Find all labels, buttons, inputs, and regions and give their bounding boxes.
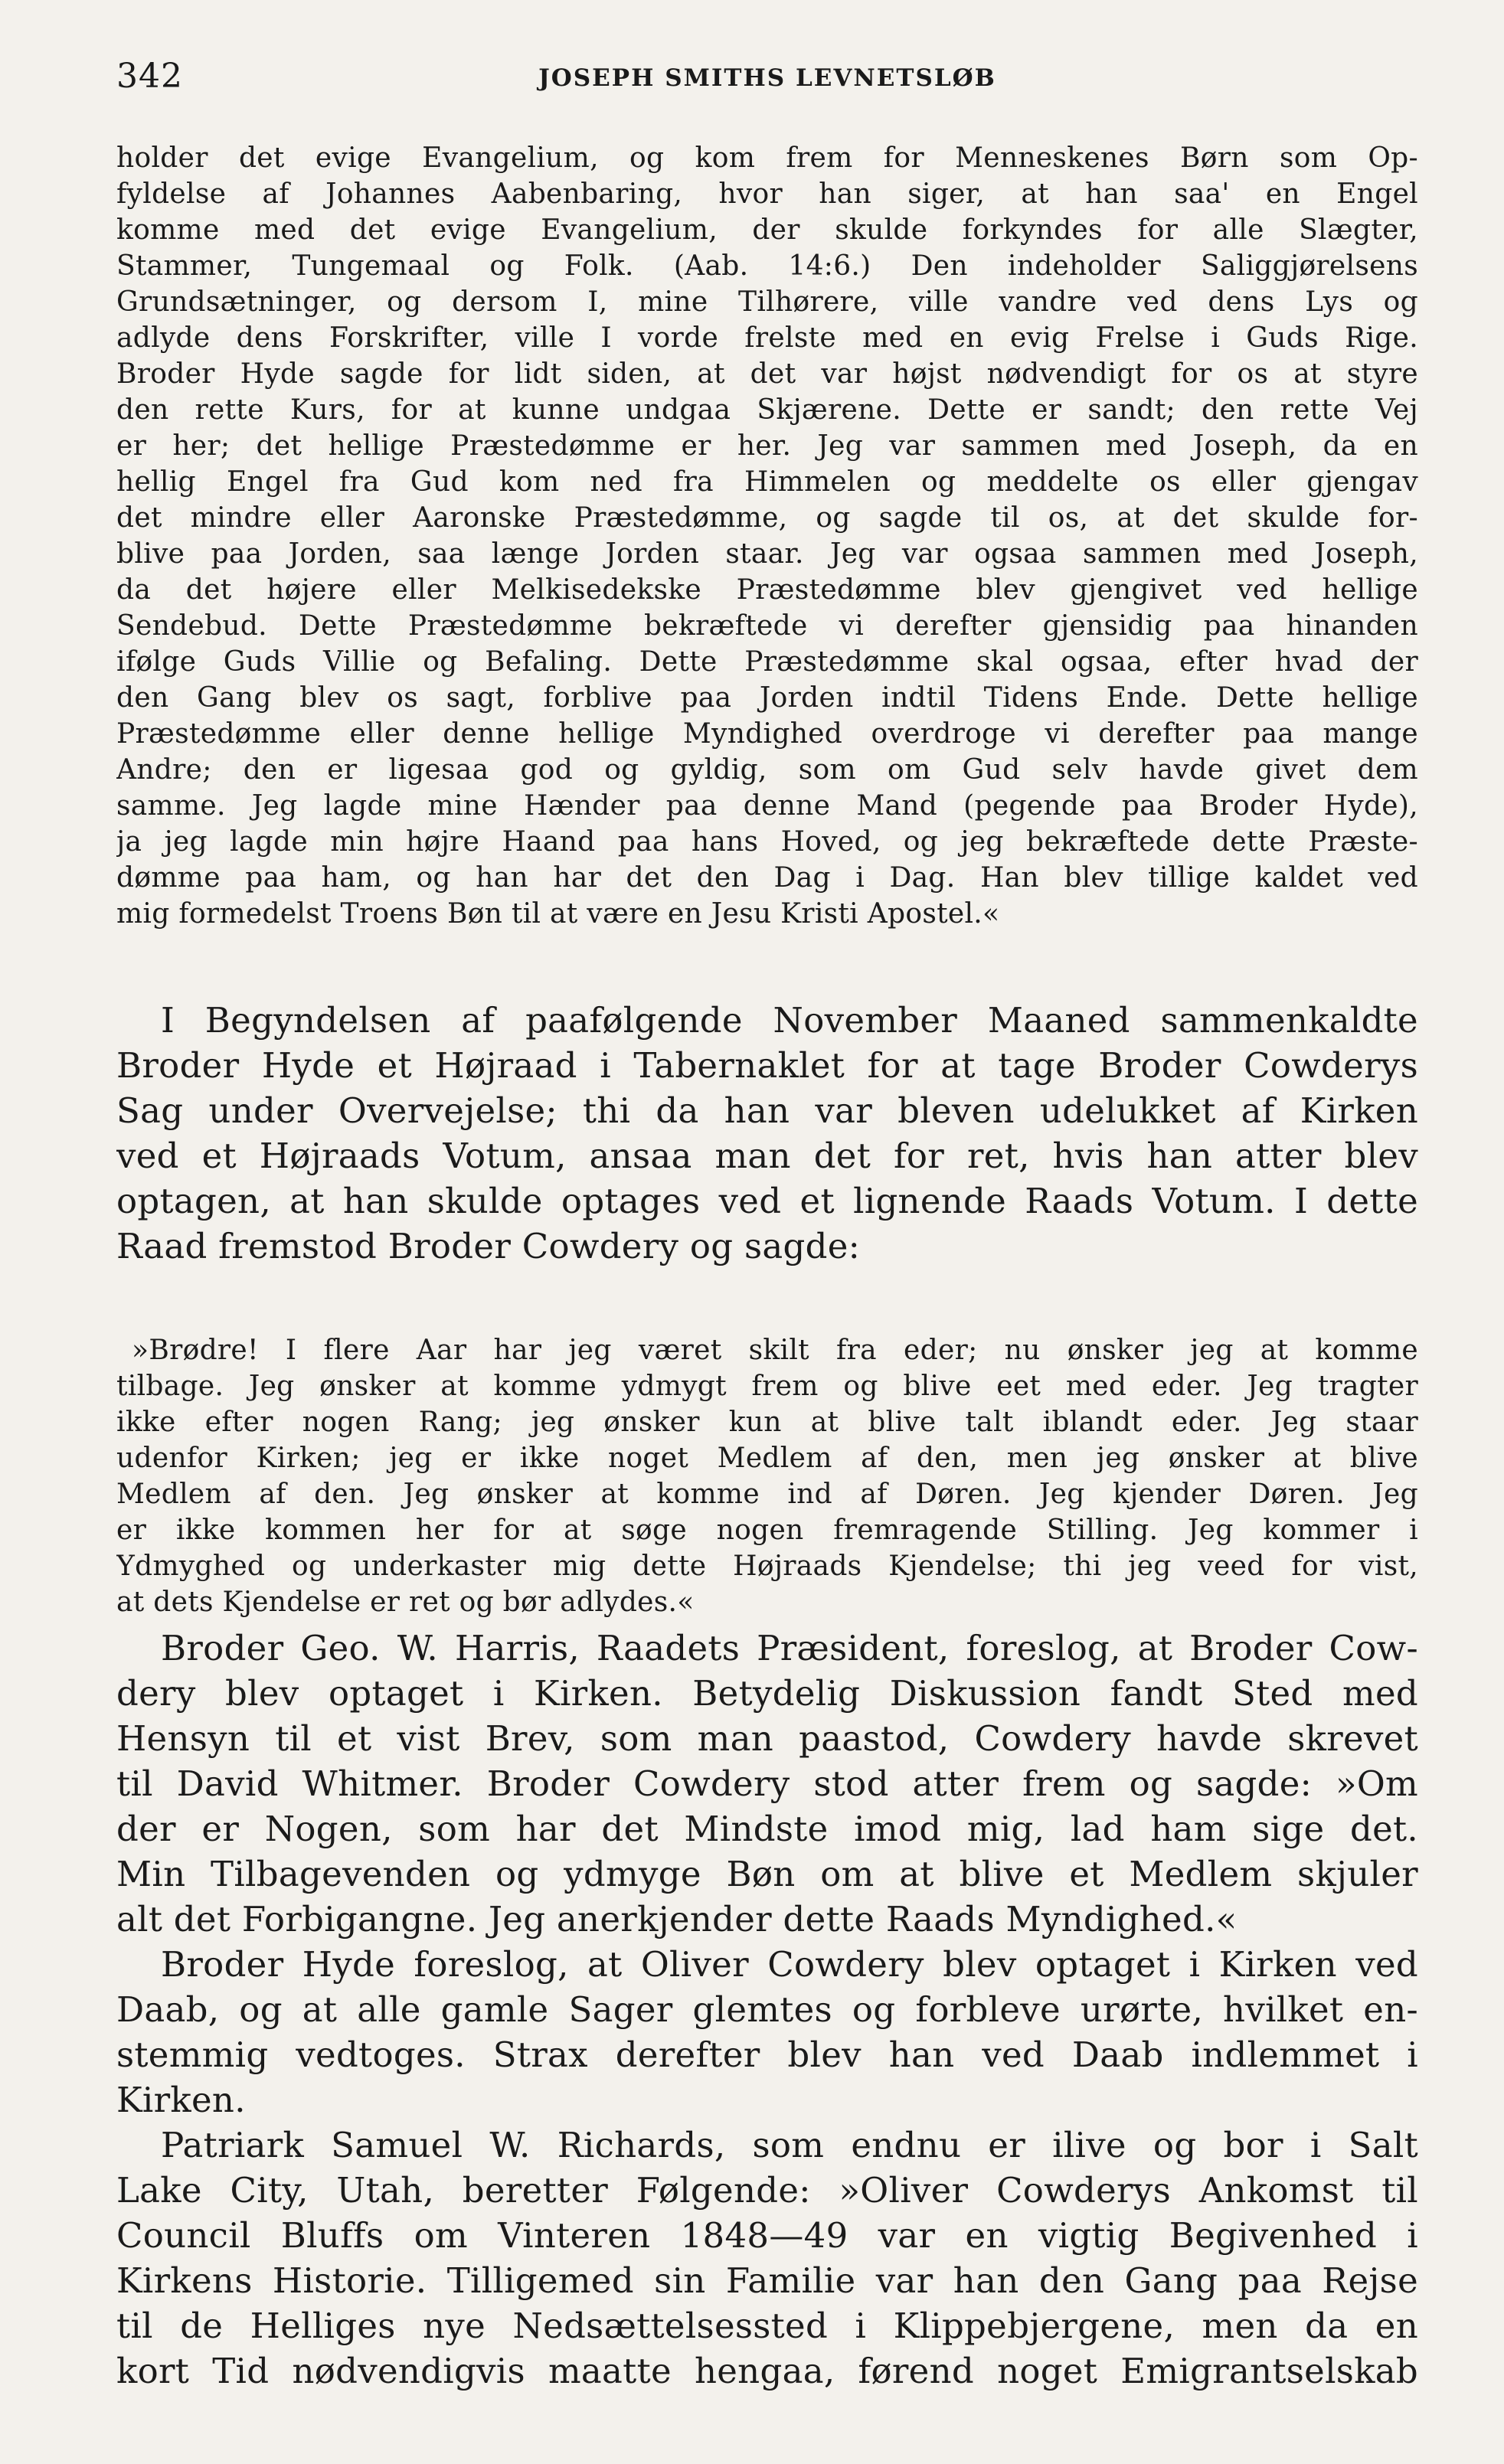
text-line: alt det Forbigangne. Jeg anerkjender dette Raads Myndighed.« [116, 1899, 1238, 1940]
text-line: den rette Kurs, for at kunne undgaa Skjærene. Dette er sandt; den rette Vej [116, 394, 1418, 426]
text-line: dery blev optaget i Kirken. Betydelig Diskussion fandt Sted med [116, 1673, 1418, 1714]
paragraph-speech-continued [116, 140, 1418, 932]
text-line: ifølge Guds Villie og Befaling. Dette Præstedømme skal ogsaa, efter hvad der [116, 646, 1418, 678]
text-line: det mindre eller Aaronske Præstedømme, og sagde til os, at det skulde for- [116, 502, 1418, 534]
text-line: Stammer, Tungemaal og Folk. (Aab. 14:6.) Den indeholder Saliggjørelsens [116, 250, 1418, 282]
running-title: JOSEPH SMITHS LEVNETSLØB [538, 64, 996, 92]
text-line: Patriark Samuel W. Richards, som endnu er ilive og bor i Salt [161, 2125, 1418, 2165]
text-line: Council Bluffs om Vinteren 1848—49 var en vigtig Begivenhed i [116, 2215, 1418, 2256]
text-line: Broder Hyde foreslog, at Oliver Cowdery blev optaget i Kirken ved [161, 1944, 1418, 1985]
book-page [116, 54, 1418, 2391]
text-line: Sag under Overvejelse; thi da han var bleven udelukket af Kirken [116, 1090, 1418, 1131]
text-line: Raad fremstod Broder Cowdery og sagde: [116, 1226, 861, 1266]
text-line: »Brødre! I flere Aar har jeg været skilt fra eder; nu ønsker jeg at komme [132, 1335, 1418, 1366]
text-line: stemmig vedtoges. Strax derefter blev han ved Daab indlemmet i [116, 2034, 1418, 2075]
text-line: kort Tid nødvendigvis maatte hengaa, førend noget Emigrantselskab [116, 2351, 1418, 2391]
text-line: ved et Højraads Votum, ansaa man det for ret, hvis han atter blev [116, 1136, 1418, 1176]
paragraph-hyde-baptism [116, 1942, 1418, 2123]
paragraph-high-council [116, 998, 1418, 1269]
page-header [116, 54, 1418, 107]
text-line: til de Helliges nye Nedsættelsessted i Klippebjergene, men da en [116, 2306, 1418, 2346]
text-line: Min Tilbagevenden og ydmyge Bøn om at blive et Medlem skjuler [116, 1854, 1418, 1894]
text-line: Andre; den er ligesaa god og gyldig, som om Gud selv havde givet dem [116, 754, 1418, 786]
text-line: Sendebud. Dette Præstedømme bekræftede vi derefter gjensidig paa hinanden [116, 610, 1418, 642]
text-line: da det højere eller Melkisedekske Præstedømme blev gjengivet ved hellige [116, 574, 1418, 606]
text-line: Kirkens Historie. Tilligemed sin Familie var han den Gang paa Rejse [116, 2260, 1418, 2301]
text-line: hellig Engel fra Gud kom ned fra Himmelen og meddelte os eller gjengav [116, 466, 1418, 498]
text-line: tilbage. Jeg ønsker at komme ydmygt frem og blive eet med eder. Jeg tragter [116, 1371, 1418, 1402]
text-line: Broder Hyde et Højraad i Tabernaklet for at tage Broder Cowderys [116, 1045, 1418, 1086]
paragraph-cowdery-plea [116, 1332, 1418, 1620]
text-line: ja jeg lagde min højre Haand paa hans Hoved, og jeg bekræftede dette Præste- [116, 826, 1418, 858]
text-line: der er Nogen, som har det Mindste imod mig, lad ham sige det. [116, 1809, 1418, 1849]
paragraph-harris-proposal [116, 1626, 1418, 1942]
text-line: til David Whitmer. Broder Cowdery stod atter frem og sagde: »Om [116, 1763, 1418, 1804]
text-line: den Gang blev os sagt, forblive paa Jorden indtil Tidens Ende. Dette hellige [116, 682, 1418, 714]
text-line: Daab, og at alle gamle Sager glemtes og forbleve urørte, hvilket en- [116, 1989, 1418, 2030]
text-line: Hensyn til et vist Brev, som man paastod, Cowdery havde skrevet [116, 1718, 1418, 1759]
text-line: at dets Kjendelse er ret og bør adlydes.« [116, 1587, 695, 1618]
text-line: adlyde dens Forskrifter, ville I vorde frelste med en evig Frelse i Guds Rige. [116, 322, 1418, 354]
text-line: dømme paa ham, og han har det den Dag i Dag. Han blev tillige kaldet ved [116, 862, 1418, 894]
text-line: I Begyndelsen af paafølgende November Maaned sammenkaldte [161, 1000, 1418, 1041]
text-line: ikke efter nogen Rang; jeg ønsker kun at blive talt iblandt eder. Jeg staar [116, 1407, 1418, 1438]
text-line: samme. Jeg lagde mine Hænder paa denne Mand (pegende paa Broder Hyde), [116, 790, 1418, 822]
text-line: Kirken. [116, 2080, 246, 2120]
text-line: fyldelse af Johannes Aabenbaring, hvor han siger, at han saa' en Engel [116, 178, 1418, 210]
text-line: holder det evige Evangelium, og kom frem for Menneskenes Børn som Op- [116, 142, 1418, 174]
text-line: er ikke kommen her for at søge nogen fremragende Stilling. Jeg kommer i [116, 1515, 1418, 1546]
text-line: Lake City, Utah, beretter Følgende: »Oliver Cowderys Ankomst til [116, 2170, 1418, 2211]
text-line: Præstedømme eller denne hellige Myndighed overdroge vi derefter paa mange [116, 718, 1418, 750]
text-line: udenfor Kirken; jeg er ikke noget Medlem af den, men jeg ønsker at blive [116, 1443, 1418, 1474]
text-line: Medlem af den. Jeg ønsker at komme ind af Døren. Jeg kjender Døren. Jeg [116, 1479, 1418, 1510]
text-line: Grundsætninger, og dersom I, mine Tilhørere, ville vandre ved dens Lys og [116, 286, 1418, 318]
paragraph-richards-account [116, 2123, 1418, 2394]
text-line: komme med det evige Evangelium, der skulde forkyndes for alle Slægter, [116, 214, 1418, 246]
text-line: Ydmyghed og underkaster mig dette Højraads Kjendelse; thi jeg veed for vist, [116, 1551, 1418, 1582]
text-line: Broder Hyde sagde for lidt siden, at det var højst nødvendigt for os at styre [116, 358, 1418, 390]
text-line: Broder Geo. W. Harris, Raadets Præsident, foreslog, at Broder Cow- [161, 1628, 1418, 1668]
text-line: er her; det hellige Præstedømme er her. Jeg var sammen med Joseph, da en [116, 430, 1418, 462]
page-number: 342 [116, 57, 183, 96]
text-line: mig formedelst Troens Bøn til at være en Jesu Kristi Apostel.« [116, 898, 1000, 930]
text-line: blive paa Jorden, saa længe Jorden staar. Jeg var ogsaa sammen med Joseph, [116, 538, 1418, 570]
text-line: optagen, at han skulde optages ved et lignende Raads Votum. I dette [116, 1181, 1418, 1221]
